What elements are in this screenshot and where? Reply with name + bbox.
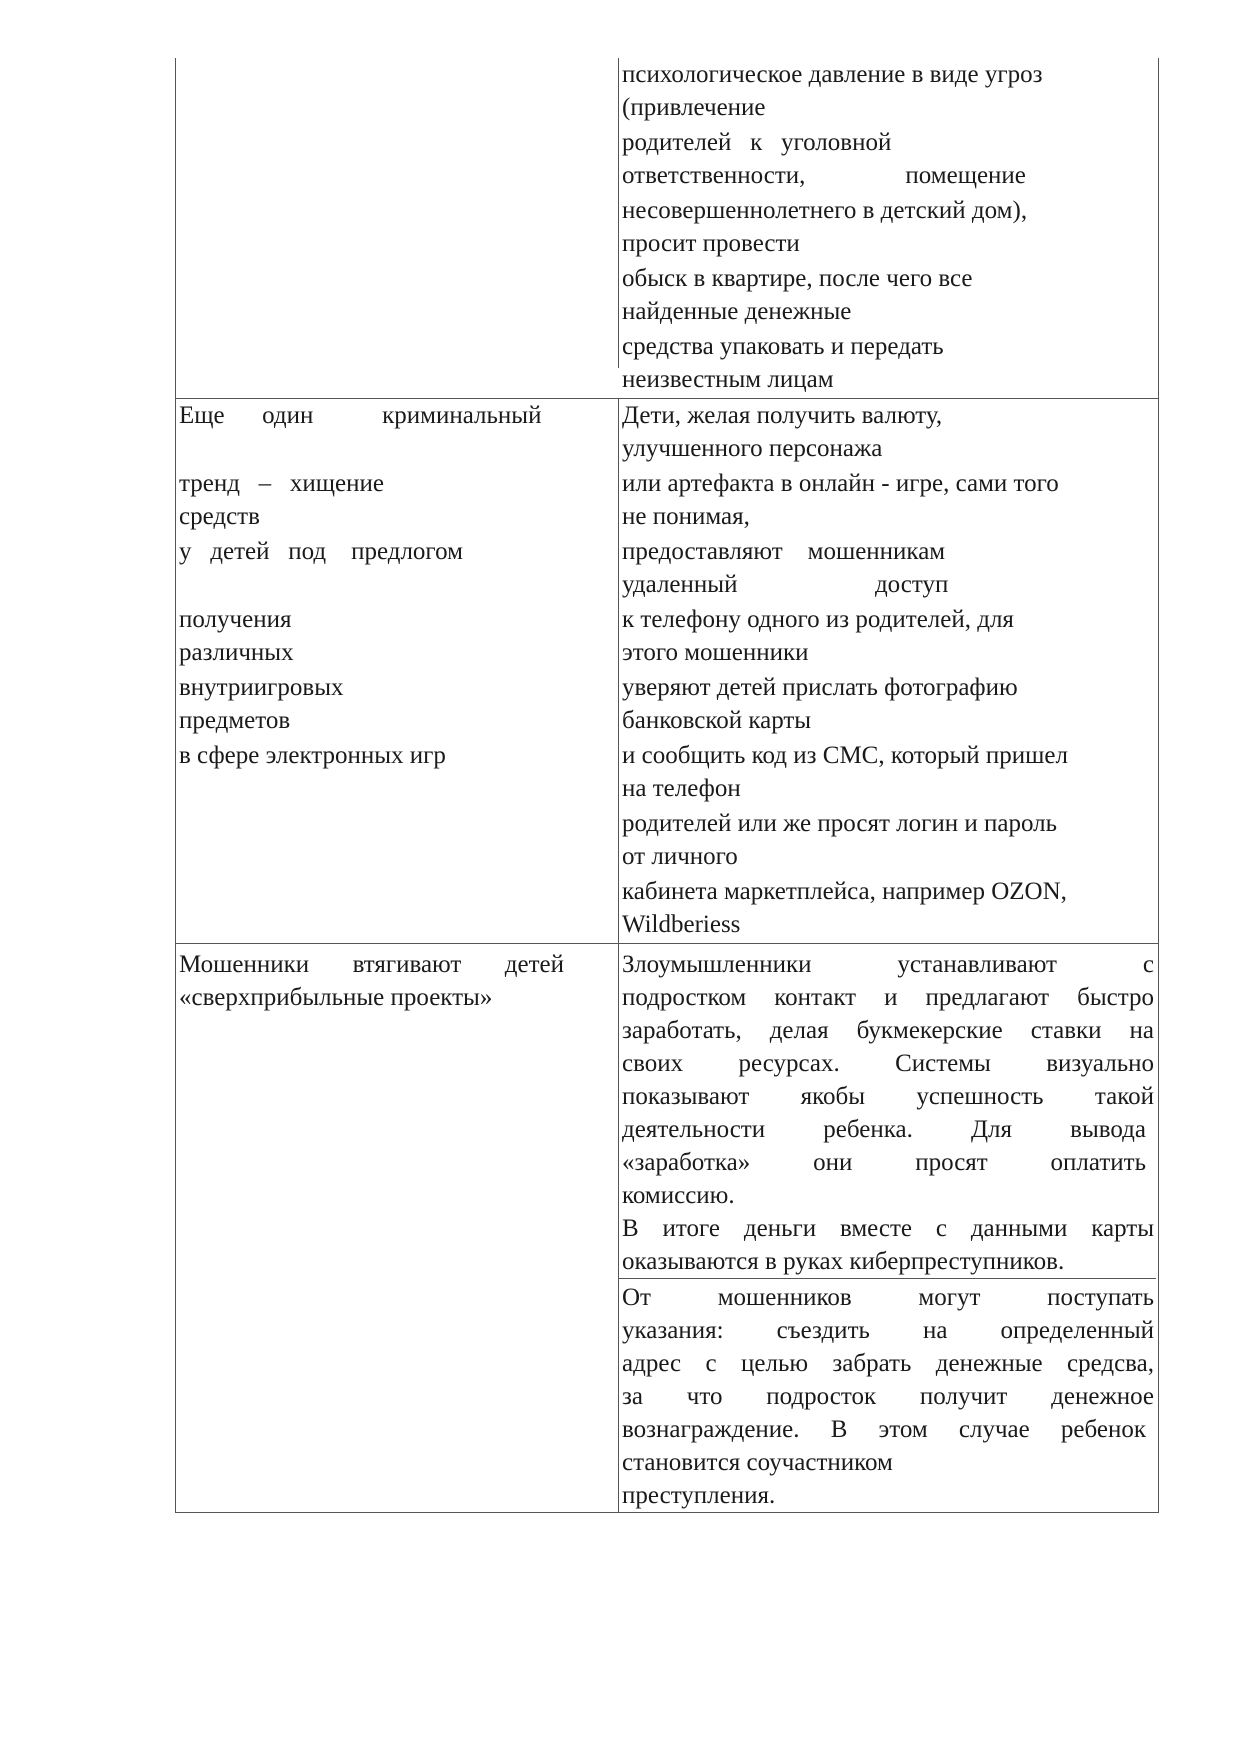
text-paragraph [622, 467, 1154, 533]
text-line: Злоумышленники устанавливают с [622, 951, 1154, 978]
text-line: указания: съездить на определенный [622, 1317, 1154, 1344]
text-line: удаленный доступ [622, 571, 949, 598]
text-line: на телефон [622, 775, 741, 802]
text-line: заработать, делая букмекерские ставки на [622, 1017, 1154, 1044]
text-paragraph [622, 739, 1154, 805]
text-line: преступления. [622, 1482, 776, 1509]
table-row [176, 58, 1158, 398]
text-line: Wildberiess [622, 911, 741, 938]
table-row [176, 398, 1158, 943]
text-line: внутриигровых [179, 674, 344, 701]
text-line [179, 568, 616, 601]
text-line: становится соучастником [622, 1449, 893, 1476]
text-paragraph [179, 399, 616, 465]
text-paragraph [622, 330, 1154, 396]
text-line: От мошенников могут поступать [622, 1284, 1154, 1311]
text-line: кабинета маркетплейса, например OZON, [622, 878, 1067, 905]
table-cell-details [619, 399, 1156, 943]
text-paragraph [622, 262, 1154, 328]
text-line: обыск в квартире, после чего все [622, 265, 973, 292]
text-line: уверяют детей прислать фотографию [622, 674, 1018, 701]
text-line: тренд – хищение [179, 470, 385, 497]
table-cell-details [619, 58, 1156, 398]
text-line [179, 432, 616, 465]
text-paragraph [622, 126, 1154, 192]
text-line: в сфере электронных игр [179, 742, 446, 769]
text-line: или артефакта в онлайн - игре, сами того [622, 470, 1059, 497]
text-line: адрес с целью забрать денежные средсва, [622, 1350, 1154, 1377]
text-line: родителей к уголовной [622, 129, 892, 156]
text-line: родителей или же просят логин и пароль [622, 810, 1058, 837]
table-cell-details [619, 944, 1156, 1512]
details-block-courier [619, 1278, 1156, 1512]
table-row [176, 943, 1158, 1512]
text-line: получения [179, 606, 292, 633]
text-line: у детей под предлогом [179, 538, 463, 565]
text-line: к телефону одного из родителей, для [622, 606, 1014, 633]
text-paragraph [622, 875, 1154, 941]
text-paragraph [179, 467, 616, 533]
text-line: не понимая, [622, 503, 750, 530]
text-line: средств [179, 503, 260, 530]
text-line: показывают якобы успешность такой [622, 1083, 1154, 1110]
text-paragraph [622, 807, 1154, 873]
text-paragraph [179, 603, 616, 669]
text-line: своих ресурсах. Системы визуально [622, 1050, 1154, 1077]
text-line: предоставляют мошенникам [622, 538, 946, 565]
text-line: этого мошенники [622, 639, 809, 666]
text-line: комиссию. [622, 1182, 735, 1209]
text-line: Мошенники втягивают детей [179, 951, 564, 978]
fraud-schemes-table [175, 58, 1159, 1513]
text-line: от личного [622, 843, 738, 870]
text-line: вознаграждение. В этом случае ребенок [622, 1416, 1146, 1443]
text-line: средства упаковать и передать [622, 333, 944, 360]
text-paragraph [622, 399, 1154, 465]
text-paragraph [179, 671, 616, 737]
text-line: просит провести [622, 230, 800, 257]
text-paragraph [622, 535, 1154, 601]
text-line: В итоге деньги вместе с данными карты [622, 1215, 1154, 1242]
text-line: подростком контакт и предлагают быстро [622, 984, 1154, 1011]
details-block-betting [622, 948, 1154, 1278]
text-line: психологическое давление в виде угроз [622, 61, 1043, 88]
text-line: неизвестным лицам [622, 366, 834, 393]
text-line: улучшенного персонажа [622, 435, 883, 462]
text-line [179, 772, 616, 805]
text-line: Еще один криминальный [179, 402, 542, 429]
text-line: несовершеннолетнего в детский дом), [622, 197, 1028, 224]
text-line: и сообщить код из СМС, который пришел [622, 742, 1069, 769]
text-paragraph [622, 671, 1154, 737]
text-line: найденные денежные [622, 298, 852, 325]
text-line: банковской карты [622, 707, 812, 734]
text-line: за что подросток получит денежное [622, 1383, 1154, 1410]
text-line: предметов [179, 707, 291, 734]
text-line: ответственности, помещение [622, 162, 1026, 189]
text-paragraph [179, 739, 616, 805]
table-cell-description [176, 944, 619, 1512]
table-cell-description [176, 399, 619, 943]
text-paragraph [622, 58, 1154, 124]
text-line: «сверхприбыльные проекты» [179, 984, 493, 1011]
text-paragraph [179, 535, 616, 601]
table-cell-description [176, 58, 619, 368]
text-line: различных [179, 639, 294, 666]
text-paragraph [622, 603, 1154, 669]
text-line: деятельности ребенка. Для вывода [622, 1116, 1146, 1143]
text-line: (привлечение [622, 94, 766, 121]
text-line: оказываются в руках киберпреступников. [622, 1248, 1065, 1275]
text-line: «заработка» они просят оплатить [622, 1149, 1146, 1176]
text-paragraph [622, 194, 1154, 260]
text-line: Дети, желая получить валюту, [622, 402, 943, 429]
